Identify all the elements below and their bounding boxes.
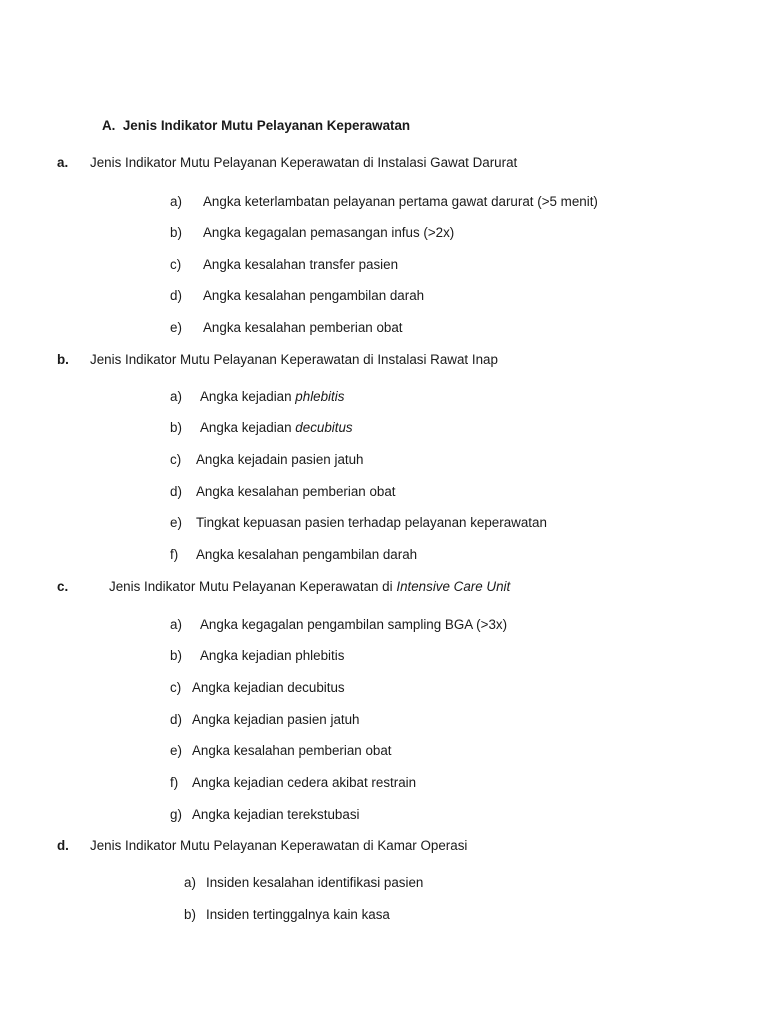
list-item bbox=[170, 484, 396, 500]
item-number: d) bbox=[170, 288, 182, 303]
list-item bbox=[170, 775, 416, 791]
list-item bbox=[170, 743, 392, 759]
list-item bbox=[170, 515, 547, 531]
list-item bbox=[170, 288, 424, 304]
item-text: Angka kejadain pasien jatuh bbox=[196, 452, 364, 467]
list-item bbox=[170, 617, 507, 633]
section-title-italic: Intensive Care Unit bbox=[396, 579, 511, 594]
item-text: Angka kegagalan pemasangan infus (>2x) bbox=[203, 225, 455, 240]
item-text: Angka kesalahan transfer pasien bbox=[203, 257, 399, 272]
list-item bbox=[170, 680, 345, 696]
section-title: Jenis Indikator Mutu Pelayanan Keperawatan di Instalasi Gawat Darurat bbox=[90, 155, 518, 170]
list-item bbox=[170, 648, 344, 664]
list-item bbox=[170, 452, 364, 468]
item-number: e) bbox=[170, 743, 182, 758]
section-b-title bbox=[57, 352, 498, 368]
item-italic-term: decubitus bbox=[295, 420, 353, 435]
item-number: c) bbox=[170, 257, 182, 272]
list-item bbox=[170, 194, 598, 210]
item-text: Angka kesalahan pemberian obat bbox=[196, 484, 396, 499]
section-d-title bbox=[57, 838, 467, 854]
section-label: d. bbox=[57, 838, 69, 853]
item-text: Angka kejadian phlebitis bbox=[200, 648, 345, 663]
item-number: a) bbox=[184, 875, 196, 890]
section-label: a. bbox=[57, 155, 69, 170]
section-label: c. bbox=[57, 579, 69, 594]
heading-marker: A. bbox=[102, 118, 116, 133]
item-text: Angka kejadian terekstubasi bbox=[192, 807, 360, 822]
item-text: Angka kejadian bbox=[200, 420, 296, 435]
item-number: f) bbox=[170, 775, 179, 790]
heading-text: Jenis Indikator Mutu Pelayanan Keperawatan bbox=[122, 118, 411, 133]
list-item bbox=[170, 547, 417, 563]
list-item bbox=[170, 420, 353, 436]
document-heading bbox=[102, 118, 410, 134]
item-number: b) bbox=[170, 420, 182, 435]
section-c-title bbox=[57, 579, 510, 595]
item-text: Angka kejadian decubitus bbox=[192, 680, 345, 695]
list-item bbox=[170, 320, 403, 336]
list-item bbox=[170, 807, 360, 823]
item-number: e) bbox=[170, 320, 182, 335]
section-a-title bbox=[57, 155, 517, 171]
item-text: Angka kesalahan pemberian obat bbox=[192, 743, 392, 758]
item-text: Angka kejadian bbox=[200, 389, 296, 404]
item-text: Angka kesalahan pemberian obat bbox=[203, 320, 403, 335]
item-number: g) bbox=[170, 807, 182, 822]
item-number: e) bbox=[170, 515, 182, 530]
list-item bbox=[170, 257, 398, 273]
item-number: d) bbox=[170, 712, 182, 727]
list-item bbox=[184, 875, 423, 891]
item-number: b) bbox=[170, 225, 182, 240]
item-italic-term: phlebitis bbox=[295, 389, 345, 404]
item-number: b) bbox=[184, 907, 196, 922]
item-text: Insiden tertinggalnya kain kasa bbox=[206, 907, 390, 922]
item-number: f) bbox=[170, 547, 179, 562]
section-title: Jenis Indikator Mutu Pelayanan Keperawatan di Instalasi Rawat Inap bbox=[90, 352, 498, 367]
list-item bbox=[170, 225, 454, 241]
item-text: Insiden kesalahan identifikasi pasien bbox=[206, 875, 424, 890]
list-item bbox=[170, 389, 344, 405]
item-text: Angka kegagalan pengambilan sampling BGA (>3x) bbox=[200, 617, 508, 632]
item-text: Angka kesalahan pengambilan darah bbox=[196, 547, 418, 562]
item-text: Angka kejadian pasien jatuh bbox=[192, 712, 360, 727]
list-item bbox=[184, 907, 390, 923]
item-number: c) bbox=[170, 452, 182, 467]
section-label: b. bbox=[57, 352, 69, 367]
item-number: a) bbox=[170, 389, 182, 404]
item-number: c) bbox=[170, 680, 182, 695]
item-text: Tingkat kepuasan pasien terhadap pelayanan keperawatan bbox=[196, 515, 547, 530]
item-text: Angka keterlambatan pelayanan pertama gawat darurat (>5 menit) bbox=[203, 194, 598, 209]
list-item bbox=[170, 712, 360, 728]
item-text: Angka kejadian cedera akibat restrain bbox=[192, 775, 417, 790]
item-text: Angka kesalahan pengambilan darah bbox=[203, 288, 425, 303]
section-title: Jenis Indikator Mutu Pelayanan Keperawatan di Kamar Operasi bbox=[90, 838, 468, 853]
item-number: d) bbox=[170, 484, 182, 499]
item-number: a) bbox=[170, 617, 182, 632]
item-number: b) bbox=[170, 648, 182, 663]
item-number: a) bbox=[170, 194, 182, 209]
section-title: Jenis Indikator Mutu Pelayanan Keperawatan di bbox=[109, 579, 397, 594]
